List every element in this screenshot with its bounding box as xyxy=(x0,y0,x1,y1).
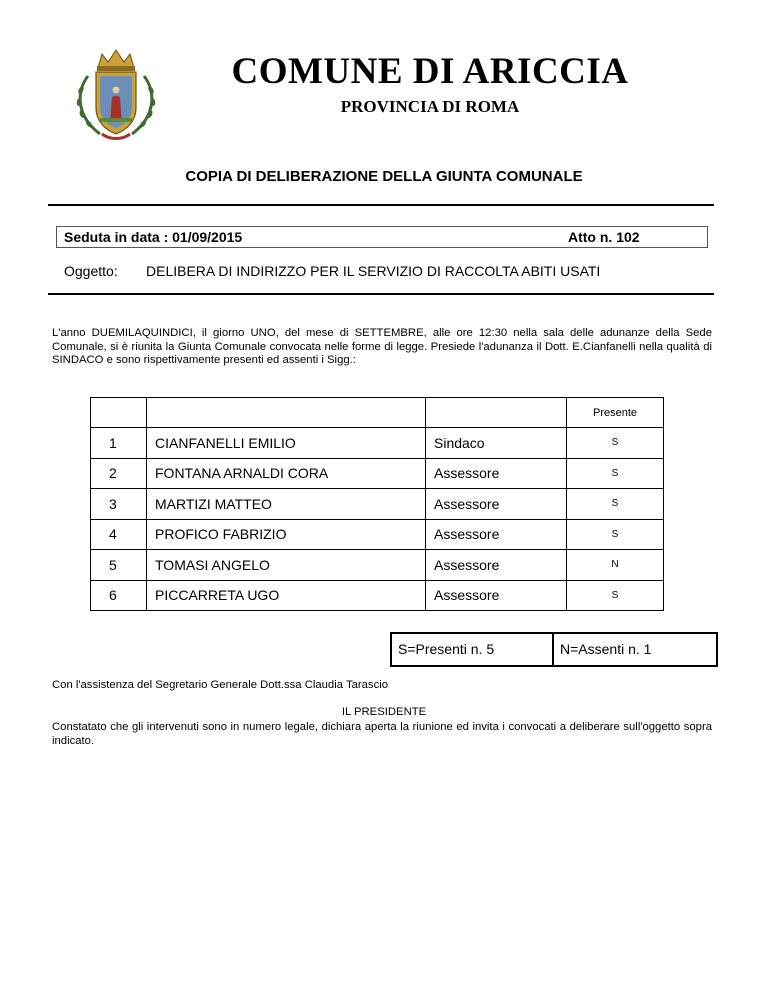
table-row xyxy=(91,428,664,459)
act-number: Atto n. 102 xyxy=(568,229,640,245)
assistance-text: Con l'assistenza del Segretario Generale Dott.ssa Claudia Tarascio xyxy=(52,679,389,691)
members-table xyxy=(90,397,664,611)
member-name: TOMASI ANGELO xyxy=(147,550,426,581)
member-name: PROFICO FABRIZIO xyxy=(147,519,426,550)
member-name: PICCARRETA UGO xyxy=(147,580,426,611)
subject-text: DELIBERA DI INDIRIZZO PER IL SERVIZIO DI RACCOLTA ABITI USATI xyxy=(146,263,601,279)
table-row xyxy=(91,580,664,611)
table-row xyxy=(91,519,664,550)
totals-divider xyxy=(552,632,554,665)
divider xyxy=(48,204,714,206)
closing-paragraph: Constatato che gli intervenuti sono in numero legale, dichiara aperta la riunione ed invita i convocati a deliberare sull'oggetto sopra indicato. xyxy=(52,721,712,747)
session-date: Seduta in data : 01/09/2015 xyxy=(64,229,243,245)
member-role: Assessore xyxy=(426,489,567,520)
member-role: Assessore xyxy=(426,458,567,489)
member-number: 1 xyxy=(91,428,147,459)
member-role: Assessore xyxy=(426,580,567,611)
absent-count: N=Assenti n. 1 xyxy=(560,641,652,657)
member-role: Sindaco xyxy=(426,428,567,459)
table-header-row xyxy=(91,398,664,428)
table-row xyxy=(91,550,664,581)
member-name: MARTIZI MATTEO xyxy=(147,489,426,520)
member-presence: S xyxy=(567,519,664,550)
member-role: Assessore xyxy=(426,550,567,581)
member-role: Assessore xyxy=(426,519,567,550)
municipality-name: COMUNE DI ARICCIA xyxy=(231,51,629,92)
divider xyxy=(48,293,714,295)
member-number: 5 xyxy=(91,550,147,581)
subject-label: Oggetto: xyxy=(64,263,118,279)
intro-paragraph: L'anno DUEMILAQUINDICI, il giorno UNO, del mese di SETTEMBRE, alle ore 12:30 nella sala delle adunanze della Sede Comunale, si è riunita la Giunta Comunale convocata nelle forme di legge. Presiede l'adunanza il Dott. E.Cianfanelli nella qualità di SINDACO e sono rispettivamente presenti ed assenti i Sigg.: xyxy=(52,327,712,366)
member-presence: S xyxy=(567,458,664,489)
member-number: 2 xyxy=(91,458,147,489)
member-name: CIANFANELLI EMILIO xyxy=(147,428,426,459)
member-presence: S xyxy=(567,580,664,611)
presence-header: Presente xyxy=(567,398,664,428)
table-row xyxy=(91,458,664,489)
member-presence: N xyxy=(567,550,664,581)
member-number: 4 xyxy=(91,519,147,550)
member-number: 6 xyxy=(91,580,147,611)
member-presence: S xyxy=(567,428,664,459)
province-name: PROVINCIA DI ROMA xyxy=(340,97,520,116)
table-row xyxy=(91,489,664,520)
member-name: FONTANA ARNALDI CORA xyxy=(147,458,426,489)
president-header: IL PRESIDENTE xyxy=(341,706,427,718)
member-presence: S xyxy=(567,489,664,520)
present-count: S=Presenti n. 5 xyxy=(398,641,495,657)
document-title: COPIA DI DELIBERAZIONE DELLA GIUNTA COMUNALE xyxy=(185,168,583,185)
member-number: 3 xyxy=(91,489,147,520)
